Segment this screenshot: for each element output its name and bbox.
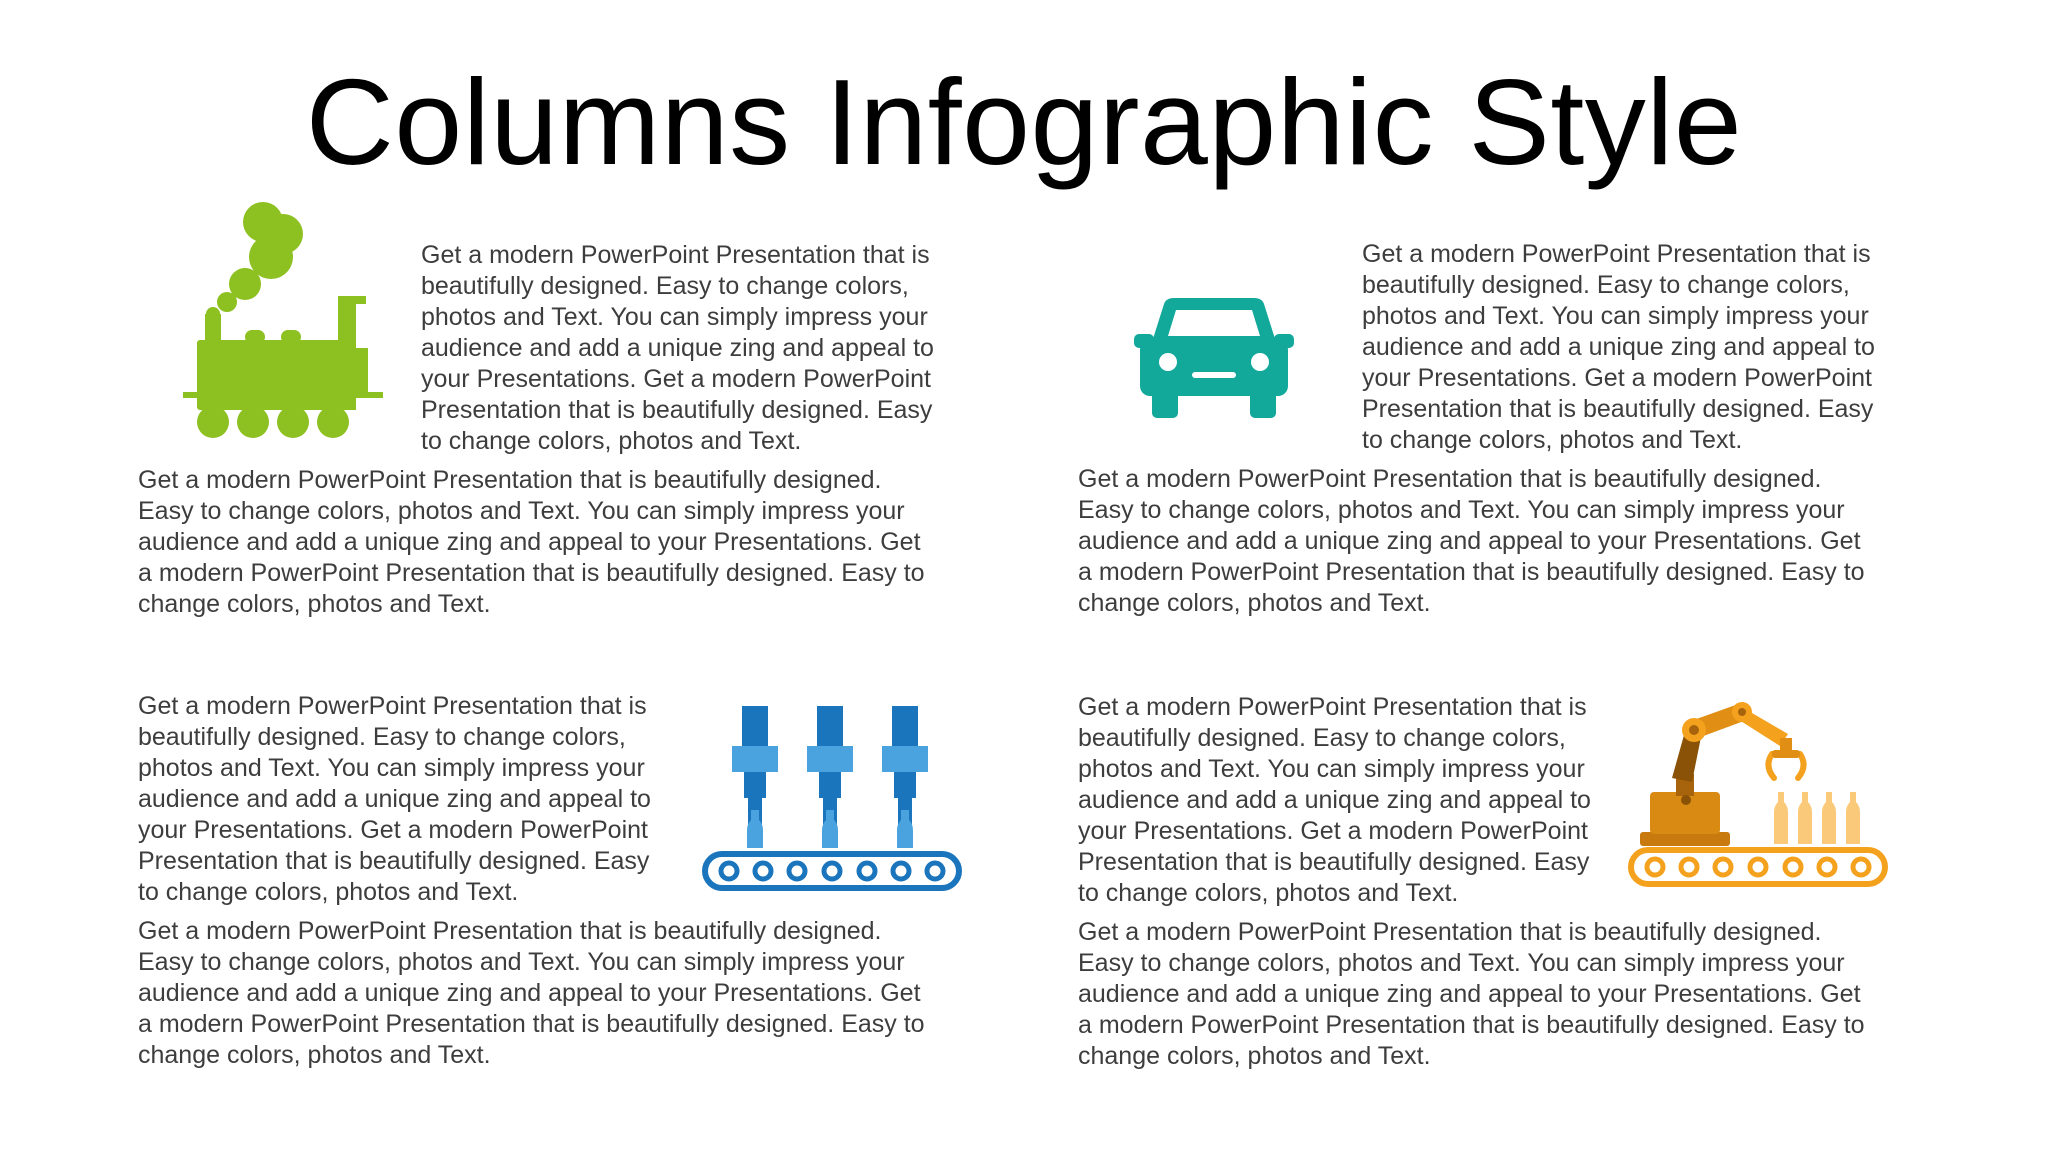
robotic-arm-conveyor-icon [1628,700,1888,888]
page-title: Columns Infographic Style [305,54,1743,190]
steam-train-icon [182,202,384,442]
bottling-line-icon [702,706,962,892]
panel-4-short-text: Get a modern PowerPoint Presentation that is beautifully designed. Easy to change colors, photos and Text. You can simply impress your audience and add a unique zing and appeal to your Presentations. Get a modern PowerPoint Presentation that is beautifully designed. Easy to change colors, photos and Text. [1078,693,1591,907]
panel-1-short-text: Get a modern PowerPoint Presentation that is beautifully designed. Easy to change colors, photos and Text. You can simply impress your audience and add a unique zing and appeal to your Presentations. Get a modern PowerPoint Presentation that is beautifully designed. Easy to change colors, photos and Text. [421,241,934,455]
panel-3-long-text: Get a modern PowerPoint Presentation that is beautifully designed. Easy to change colors, photos and Text. You can simply impress your audience and add a unique zing and appeal to your Presentations. Get a modern PowerPoint Presentation that is beautifully designed. Easy to change colors, photos and Text. [138,917,925,1069]
panel-4-long-text: Get a modern PowerPoint Presentation that is beautifully designed. Easy to change colors, photos and Text. You can simply impress your audience and add a unique zing and appeal to your Presentations. Get a modern PowerPoint Presentation that is beautifully designed. Easy to change colors, photos and Text. [1078,918,1865,1070]
car-icon [1133,298,1295,418]
panel-2-short-text: Get a modern PowerPoint Presentation that is beautifully designed. Easy to change colors, photos and Text. You can simply impress your audience and add a unique zing and appeal to your Presentations. Get a modern PowerPoint Presentation that is beautifully designed. Easy to change colors, photos and Text. [1362,240,1875,454]
panel-1-long-text: Get a modern PowerPoint Presentation that is beautifully designed. Easy to change colors, photos and Text. You can simply impress your audience and add a unique zing and appeal to your Presentations. Get a modern PowerPoint Presentation that is beautifully designed. Easy to change colors, photos and Text. [138,466,925,618]
panel-3-short-text: Get a modern PowerPoint Presentation that is beautifully designed. Easy to change colors, photos and Text. You can simply impress your audience and add a unique zing and appeal to your Presentations. Get a modern PowerPoint Presentation that is beautifully designed. Easy to change colors, photos and Text. [138,692,651,906]
panel-2-long-text: Get a modern PowerPoint Presentation that is beautifully designed. Easy to change colors, photos and Text. You can simply impress your audience and add a unique zing and appeal to your Presentations. Get a modern PowerPoint Presentation that is beautifully designed. Easy to change colors, photos and Text. [1078,465,1865,617]
